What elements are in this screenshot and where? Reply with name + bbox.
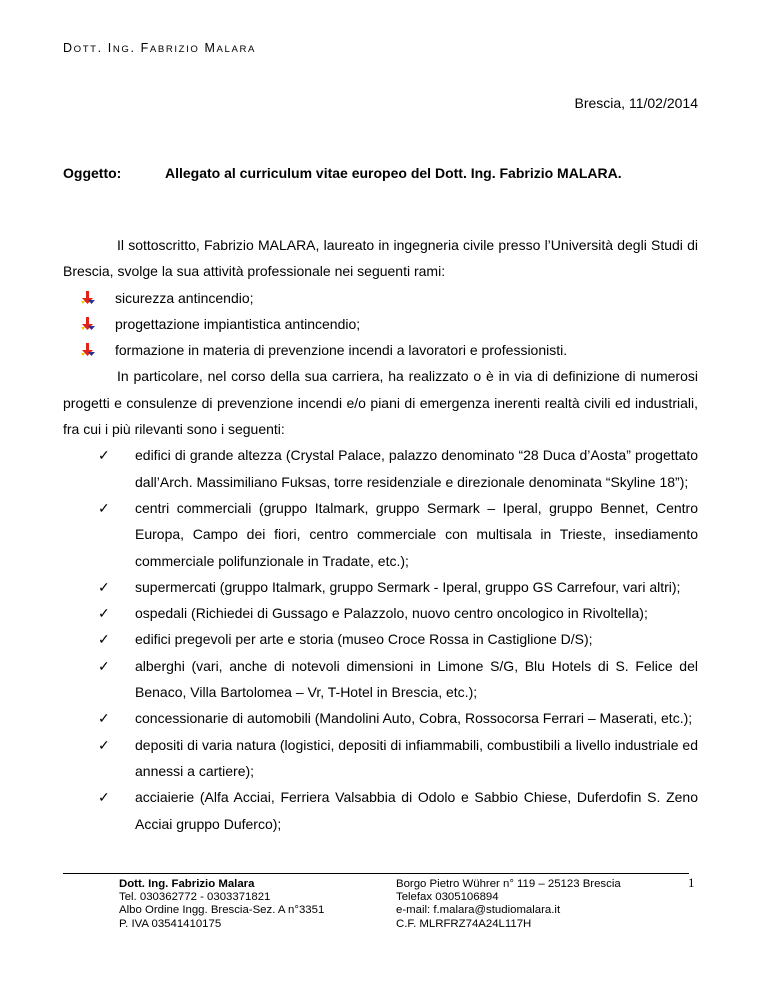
checkmark-icon: ✓ <box>98 736 110 753</box>
subject-label: Oggetto: <box>63 165 122 181</box>
project-item <box>98 653 698 706</box>
footer-line-left: Albo Ordine Ingg. Brescia-Sez. A n°3351 <box>119 904 325 917</box>
activity-area-item <box>81 285 698 311</box>
letter-subject <box>63 165 622 181</box>
checkmark-icon: ✓ <box>98 605 110 622</box>
letterhead-part: . <box>130 41 141 55</box>
footer-line-left: Dott. Ing. Fabrizio Malara <box>119 878 255 890</box>
activity-area-text: sicurezza antincendio; <box>115 289 254 306</box>
checkmark-icon: ✓ <box>98 447 110 464</box>
arrow-bullet-icon <box>81 291 95 305</box>
checkmark-icon: ✓ <box>98 657 110 674</box>
projects-paragraph: In particolare, nel corso della sua carriera, ha realizzato o è in via di definizione di numerosi progetti e consulenze di prevenzione incendi e/o piani di emergenza inerenti realtà civili ed industriali, fra cui i più rilevanti sono i seguenti: <box>63 368 698 438</box>
letterhead-part: . <box>97 41 108 55</box>
letterhead-part: M <box>204 41 217 55</box>
project-item <box>98 626 698 652</box>
project-text: concessionarie di automobili (Mandolini Auto, Cobra, Rossocorsa Ferrari – Maserati, etc.); <box>135 710 693 727</box>
checkmark-icon: ✓ <box>98 789 110 806</box>
footer-divider <box>63 873 689 874</box>
footer-line-left: P. IVA 03541410175 <box>119 917 222 930</box>
project-text: depositi di varia natura (logistici, depositi di infiammabili, combustibili a livello industriale ed annessi a cartiere); <box>135 736 698 779</box>
activity-area-text: formazione in materia di prevenzione incendi a lavoratori e professionisti. <box>115 342 568 359</box>
checkmark-icon: ✓ <box>98 499 110 516</box>
footer-line-right: Borgo Pietro Wührer n° 119 – 25123 Brescia <box>396 878 621 890</box>
project-text: alberghi (vari, anche di notevoli dimensioni in Limone S/G, Blu Hotels di S. Felice del Benaco, Villa Bartolomea – Vr, T-Hotel in Brescia, etc.); <box>135 657 698 701</box>
projects-list <box>63 442 698 836</box>
letterhead-part: ABRIZIO <box>149 44 200 55</box>
letterhead-name <box>63 41 256 55</box>
footer-line-right: Telefax 0305106894 <box>396 891 499 904</box>
checkmark-icon: ✓ <box>98 631 110 648</box>
arrow-bullet-icon <box>81 317 95 331</box>
letterhead-part: NG <box>112 44 131 55</box>
footer-contact-left <box>119 878 324 931</box>
letter-body <box>63 232 698 837</box>
project-item <box>98 784 698 837</box>
subject-text: Allegato al curriculum vitae europeo del Dott. Ing. Fabrizio MALARA. <box>165 165 622 181</box>
intro-paragraph: Il sottoscritto, Fabrizio MALARA, laureato in ingegneria civile presso l’Università degli Studi di Brescia, svolge la sua attività professionale nei seguenti rami: <box>63 237 698 280</box>
project-item <box>98 705 698 731</box>
letter-date: Brescia, 11/02/2014 <box>574 95 698 111</box>
page-number: 1 <box>688 875 695 890</box>
project-text: centri commerciali (gruppo Italmark, gruppo Sermark – Iperal, gruppo Bennet, Centro Europa, Campo dei fiori, centro commerciale con multisala in Trieste, insediamento commerciale polifunzionale in Tradate, etc.); <box>135 499 698 569</box>
footer-line-left: Tel. 030362772 - 0303371821 <box>119 891 271 904</box>
arrow-bullet-icon <box>81 343 95 357</box>
project-text: acciaierie (Alfa Acciai, Ferriera Valsabbia di Odolo e Sabbio Chiese, Duferdofin S. Zeno Acciai gruppo Duferco); <box>135 789 698 832</box>
project-item <box>98 574 698 600</box>
project-item <box>98 600 698 626</box>
project-text: supermercati (gruppo Italmark, gruppo Sermark - Iperal, gruppo GS Carrefour, vari altri); <box>135 578 681 595</box>
project-text: ospedali (Richiedei di Gussago e Palazzolo, nuovo centro oncologico in Rivoltella); <box>135 605 648 622</box>
activity-areas-list <box>63 285 698 364</box>
letterhead-part: ALARA <box>216 44 257 55</box>
footer-line-right: e-mail: f.malara@studiomalara.it <box>396 904 561 917</box>
activity-area-item <box>81 311 698 337</box>
footer-line-right: C.F. MLRFRZ74A24L117H <box>396 917 532 930</box>
activity-area-item <box>81 337 698 363</box>
project-item <box>98 732 698 785</box>
footer-contact-right <box>396 878 621 931</box>
letterhead-part: F <box>140 41 150 55</box>
letterhead-part: I <box>107 41 113 55</box>
project-item <box>98 495 698 574</box>
project-text: edifici di grande altezza (Crystal Palace, palazzo denominato “28 Duca d’Aosta” progettato dall’Arch. Massimiliano Fuksas, torre residenziale e direzionale denominata “Skyline 18”); <box>135 447 698 490</box>
project-text: edifici pregevoli per arte e storia (museo Croce Rossa in Castiglione D/S); <box>135 631 593 648</box>
letterhead-part: OTT <box>73 44 98 55</box>
checkmark-icon: ✓ <box>98 710 110 727</box>
activity-area-text: progettazione impiantistica antincendio; <box>115 315 361 332</box>
checkmark-icon: ✓ <box>98 578 110 595</box>
letterhead-part: D <box>63 41 74 55</box>
project-item <box>98 442 698 495</box>
